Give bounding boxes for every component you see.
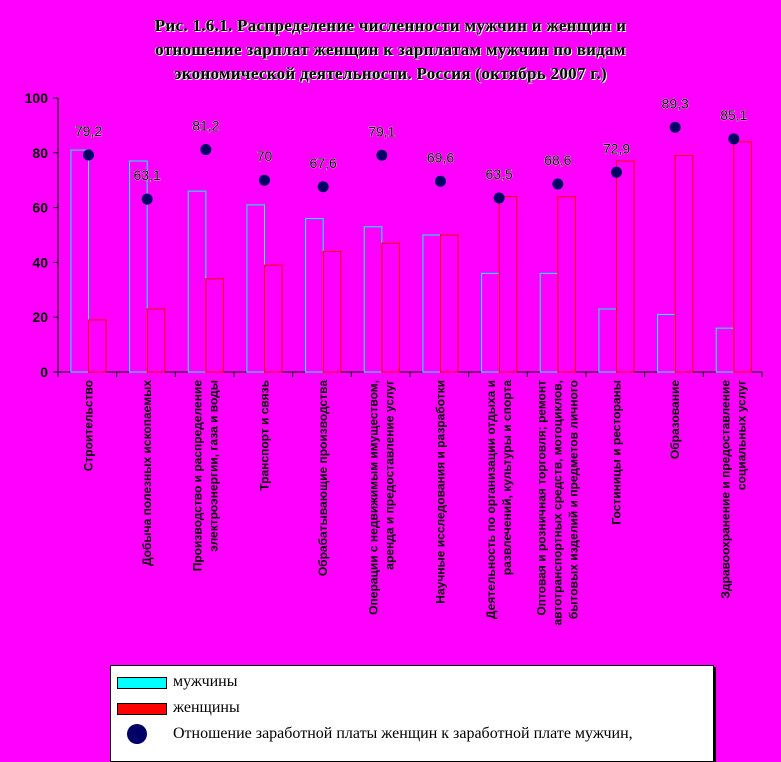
title-line-2: отношение зарплат женщин к зарплатам мужчин по видам [155,40,626,59]
x-category-label-line: Здравоохранение и предоставление [718,380,733,599]
x-category-label-line: Деятельность по организации отдыха и [484,380,498,620]
x-category-label-line: Оптовая и розничная торговля; ремонт [534,380,549,616]
x-category-label [257,380,271,491]
x-category-label [719,380,749,599]
legend-label-women: женщины [173,699,240,716]
legend [110,665,714,762]
ratio-data-label: 89,3 [661,95,689,112]
bar-men [364,227,382,372]
ratio-data-label: 81,2 [192,117,220,134]
x-category-label-line: Добыча полезных ископаемых [140,380,154,567]
bar-men [423,235,441,372]
x-category-label [668,380,682,459]
bar-men [71,150,89,372]
x-category-label-line: электроэнергии, газа и воды [206,380,221,552]
bar-men [482,273,500,372]
bar-women [323,251,341,372]
bar-women [441,235,459,372]
x-category-label-line: Гостиницы и рестораны [609,380,624,525]
ratio-data-label: 72,9 [602,140,631,157]
bar-men [599,309,617,372]
legend-label-men: мужчины [173,673,238,690]
ratio-data-label: 63,1 [133,167,161,184]
bar-women [265,265,283,372]
legend-swatch-women [117,703,167,715]
ratio-point [611,167,622,178]
bar-women [499,197,517,372]
ratio-data-label: 85,1 [720,106,748,123]
bar-women [558,197,576,372]
x-category-label-line: Строительство [81,380,96,472]
ratio-point [142,194,153,205]
legend-swatch-men [117,677,167,689]
x-category-label [535,380,581,626]
x-category-label-line: Образование [668,380,682,460]
ratio-data-label: 70 [256,148,273,165]
x-category-label-line: автотранспортных средств, мотоциклов, [550,380,565,626]
ratio-point [670,122,681,133]
bar-men [540,273,558,372]
x-category-label-line: Производство и распределение [190,380,205,572]
bar-women [206,279,224,372]
legend-label-ratio: Отношение заработной платы женщин к заработной плате мужчин, [173,725,633,742]
bar-women [382,243,400,372]
bar-men [658,314,676,372]
bar-women [89,320,107,372]
x-category-label [81,380,95,471]
x-category-label [367,380,397,615]
x-category-label-line: социальных услуг [734,380,749,491]
y-tick-label: 80 [32,144,48,161]
x-category-label [140,380,154,566]
x-category-label [191,380,221,572]
x-category-label-line: Операции с недвижимым имуществом, [366,380,381,615]
bar-women [734,142,752,372]
ratio-point [552,179,563,190]
x-category-label-line: бытовых изделий и предметов личного [566,380,581,620]
ratio-point [728,133,739,144]
ratio-data-label: 63,5 [485,166,513,183]
x-category-label [316,380,330,576]
ratio-data-label: 79,1 [368,123,396,140]
legend-marker-ratio [127,724,147,744]
bar-men [716,328,734,372]
y-tick-label: 0 [40,364,48,380]
x-category-label [484,380,514,619]
y-tick-label: 40 [32,254,48,271]
ratio-data-label: 67,6 [309,154,337,171]
ratio-point [435,176,446,187]
x-category-label [433,380,447,604]
y-tick-label: 100 [24,90,48,106]
ratio-point [83,149,94,160]
ratio-point [318,181,329,192]
ratio-point [494,193,505,204]
title-line-3: экономической деятельности. Россия (октябрь 2007 г.) [174,64,607,83]
bar-women [617,161,635,372]
bar-men [247,205,265,372]
title-line-1: Рис. 1.6.1. Распределение численности мужчин и женщин и [154,16,627,35]
bar-men [306,219,324,372]
y-tick-label: 60 [32,199,48,216]
ratio-point [259,175,270,186]
x-category-label-line: аренда и предоставление услуг [382,380,397,570]
bar-men [130,161,148,372]
x-category-label-line: Обрабатывающие производства [316,380,330,577]
y-tick-label: 20 [32,309,48,326]
x-category-label [609,380,623,525]
ratio-point [376,150,387,161]
ratio-data-label: 69,6 [426,149,455,166]
bar-women [675,156,693,372]
x-category-label-line: Научные исследования и разработки [433,380,448,604]
ratio-data-label: 79,2 [74,122,103,139]
x-category-label-line: развлечений, культуры и спорта [500,380,514,576]
x-category-label-line: Транспорт и связь [257,380,272,491]
ratio-point [200,144,211,155]
ratio-data-label: 68,6 [544,152,572,169]
bar-women [147,309,165,372]
bar-men [188,191,206,372]
